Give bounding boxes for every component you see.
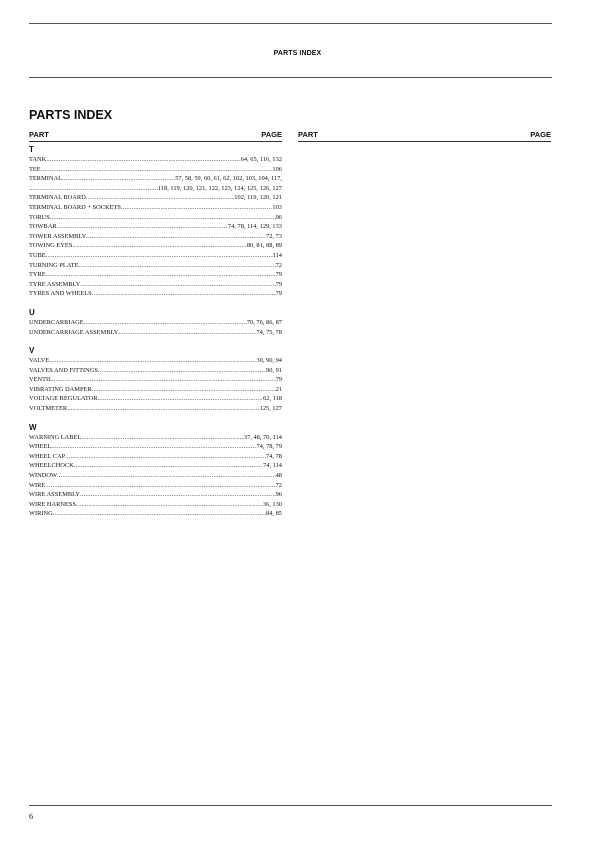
index-column-left bbox=[29, 130, 282, 528]
page-number: 6 bbox=[29, 812, 33, 821]
leader-dots bbox=[46, 155, 240, 165]
part-name: TORUS bbox=[29, 213, 50, 221]
index-entry bbox=[29, 328, 282, 338]
page-references: 74, 78, 79 bbox=[256, 443, 282, 451]
leader-dots bbox=[72, 241, 246, 251]
index-entry bbox=[29, 241, 282, 251]
index-entry bbox=[29, 184, 282, 194]
leader-dots bbox=[84, 318, 247, 328]
header-rule bbox=[29, 77, 552, 78]
index-entry bbox=[29, 404, 282, 414]
index-entry bbox=[29, 193, 282, 203]
part-column-label: PART bbox=[29, 130, 49, 139]
page-references: 72 bbox=[275, 261, 282, 269]
index-entry bbox=[29, 471, 282, 481]
leader-dots bbox=[46, 251, 273, 261]
leader-dots bbox=[57, 471, 276, 481]
page-references: 74, 114 bbox=[263, 462, 282, 470]
column-header bbox=[29, 130, 282, 142]
index-group bbox=[29, 346, 282, 414]
part-name: UNDERCARRIAGE ASSEMBLY bbox=[29, 328, 119, 336]
part-name: WIRE HARNESS bbox=[29, 500, 77, 508]
part-name: WHEEL CAP bbox=[29, 452, 66, 460]
index-entry bbox=[29, 318, 282, 328]
part-name: VENTIL bbox=[29, 376, 53, 384]
page-references: 80, 81, 88, 89 bbox=[246, 242, 282, 250]
part-name: TEE bbox=[29, 165, 41, 173]
index-entry bbox=[29, 270, 282, 280]
leader-dots bbox=[52, 375, 276, 385]
leader-dots bbox=[86, 232, 266, 242]
leader-dots bbox=[98, 394, 264, 404]
index-entry bbox=[29, 165, 282, 175]
index-group bbox=[29, 145, 282, 299]
page-references: 72 bbox=[275, 481, 282, 489]
index-entry bbox=[29, 222, 282, 232]
page-references: 57, 58, 59, 60, 61, 62, 102, 103, 104, 117, bbox=[175, 175, 282, 183]
part-name: TOWBAR bbox=[29, 223, 57, 231]
page-references: 64, 65, 116, 132 bbox=[240, 156, 282, 163]
index-entry bbox=[29, 375, 282, 385]
page-column-label: PAGE bbox=[261, 130, 282, 139]
leader-dots bbox=[92, 289, 276, 299]
column-header bbox=[298, 130, 551, 142]
page-references: 96 bbox=[275, 491, 282, 499]
leader-dots bbox=[121, 203, 272, 213]
part-name: WIRE bbox=[29, 481, 46, 489]
page-references: 79 bbox=[275, 290, 282, 298]
page-references: 74, 75, 78 bbox=[256, 328, 282, 336]
page-references: 79 bbox=[275, 376, 282, 384]
footer-rule bbox=[29, 805, 552, 806]
index-entry bbox=[29, 385, 282, 395]
leader-dots bbox=[118, 328, 256, 338]
leader-dots bbox=[80, 490, 276, 500]
index-group bbox=[29, 423, 282, 519]
part-name: WINDOW bbox=[29, 472, 58, 480]
page-references: 74, 78 bbox=[266, 452, 282, 460]
leader-dots bbox=[65, 452, 266, 462]
part-name: TURNING PLATE bbox=[29, 261, 79, 269]
index-letter-heading: V bbox=[29, 346, 35, 356]
page-references: 114 bbox=[272, 251, 282, 259]
index-entry bbox=[29, 461, 282, 471]
leader-dots bbox=[57, 222, 228, 232]
index-entry bbox=[29, 394, 282, 404]
index-entry bbox=[29, 213, 282, 223]
running-head: PARTS INDEX bbox=[273, 50, 322, 57]
part-name: TANK bbox=[29, 156, 47, 163]
page-references: 90, 91 bbox=[266, 366, 282, 374]
part-column-label: PART bbox=[298, 130, 318, 139]
index-entry bbox=[29, 452, 282, 462]
index-entry bbox=[29, 509, 282, 519]
page-references: 79 bbox=[275, 271, 282, 279]
index-entry bbox=[29, 251, 282, 261]
leader-dots bbox=[29, 184, 158, 194]
index-column-right bbox=[298, 130, 551, 142]
part-name: TOWER ASSEMBLY bbox=[29, 232, 87, 240]
leader-dots bbox=[62, 174, 175, 184]
part-name: TERMINAL BOARD + SOCKETS bbox=[29, 203, 121, 211]
part-name: TUBE bbox=[29, 251, 46, 259]
page-references: 37, 48, 70, 114 bbox=[243, 433, 282, 441]
page-references: 62, 118 bbox=[263, 395, 282, 403]
index-entry bbox=[29, 261, 282, 271]
index-groups bbox=[29, 145, 282, 519]
leader-dots bbox=[79, 261, 276, 271]
index-entry bbox=[29, 433, 282, 443]
leader-dots bbox=[49, 356, 256, 366]
part-name: WHEELCHOCK bbox=[29, 462, 74, 470]
leader-dots bbox=[74, 461, 263, 471]
index-entry bbox=[29, 481, 282, 491]
leader-dots bbox=[80, 280, 275, 290]
index-entry bbox=[29, 232, 282, 242]
leader-dots bbox=[67, 404, 260, 414]
leader-dots bbox=[81, 433, 244, 443]
index-entry bbox=[29, 155, 282, 165]
leader-dots bbox=[98, 366, 266, 376]
part-name: WHEEL bbox=[29, 443, 52, 451]
leader-dots bbox=[53, 509, 266, 519]
page-references: 84, 85 bbox=[266, 510, 282, 518]
page-references: 79 bbox=[275, 280, 282, 288]
index-entry bbox=[29, 356, 282, 366]
leader-dots bbox=[76, 500, 263, 510]
index-letter-heading: T bbox=[29, 145, 34, 154]
index-letter-heading: U bbox=[29, 307, 35, 317]
page-references: 102, 119, 120, 121 bbox=[234, 194, 282, 202]
page-references: 118, 119, 120, 121, 122, 123, 124, 125, 126, 127 bbox=[157, 184, 282, 192]
part-name: VIBRATING DAMPER bbox=[29, 385, 92, 393]
page-references: 125, 127 bbox=[259, 405, 282, 413]
part-name: VOLTMETER bbox=[29, 405, 68, 413]
leader-dots bbox=[41, 165, 273, 175]
part-name: VALVE bbox=[29, 357, 50, 365]
part-name: TOWING EYES bbox=[29, 242, 73, 250]
leader-dots bbox=[51, 442, 256, 452]
index-entry bbox=[29, 442, 282, 452]
leader-dots bbox=[46, 270, 276, 280]
part-name: WIRE ASSEMBLY bbox=[29, 491, 81, 499]
page-title: PARTS INDEX bbox=[29, 108, 113, 122]
part-name: WARNING LABEL bbox=[29, 433, 82, 441]
page-references: 96 bbox=[275, 213, 282, 221]
part-name: UNDERCARRIAGE bbox=[29, 318, 84, 326]
part-name: TYRE ASSEMBLY bbox=[29, 280, 81, 288]
page-references: 70, 76, 86, 87 bbox=[246, 318, 282, 326]
page-references: 103 bbox=[272, 203, 282, 211]
page-references: 48 bbox=[275, 472, 282, 480]
index-entry bbox=[29, 203, 282, 213]
index-entry bbox=[29, 500, 282, 510]
index-group bbox=[29, 308, 282, 337]
page-references: 106 bbox=[272, 165, 282, 173]
index-entry bbox=[29, 490, 282, 500]
part-name: VOLTAGE REGULATOR bbox=[29, 395, 98, 403]
part-name: TYRES AND WHEELS bbox=[29, 290, 92, 298]
index-entry bbox=[29, 280, 282, 290]
part-name: WIRING bbox=[29, 510, 53, 518]
index-letter-heading: W bbox=[29, 422, 37, 432]
part-name: TYRE bbox=[29, 271, 46, 279]
index-entry bbox=[29, 174, 282, 184]
page-references: 30, 90, 94 bbox=[256, 357, 282, 365]
index-entry bbox=[29, 366, 282, 376]
page-references: 74, 78, 114, 129, 133 bbox=[227, 223, 282, 231]
leader-dots bbox=[45, 481, 275, 491]
part-name: TERMINAL BOARD bbox=[29, 194, 86, 202]
leader-dots bbox=[86, 193, 235, 203]
page-column-label: PAGE bbox=[530, 130, 551, 139]
page-references: 36, 130 bbox=[262, 500, 282, 508]
top-rule bbox=[29, 23, 552, 24]
part-name: TERMINAL bbox=[29, 175, 63, 183]
leader-dots bbox=[50, 213, 276, 223]
part-name: VALVES AND FITTINGS bbox=[29, 366, 98, 374]
leader-dots bbox=[92, 385, 276, 395]
index-entry bbox=[29, 289, 282, 299]
page-references: 72, 73 bbox=[266, 232, 282, 240]
page-references: 21 bbox=[275, 385, 282, 393]
